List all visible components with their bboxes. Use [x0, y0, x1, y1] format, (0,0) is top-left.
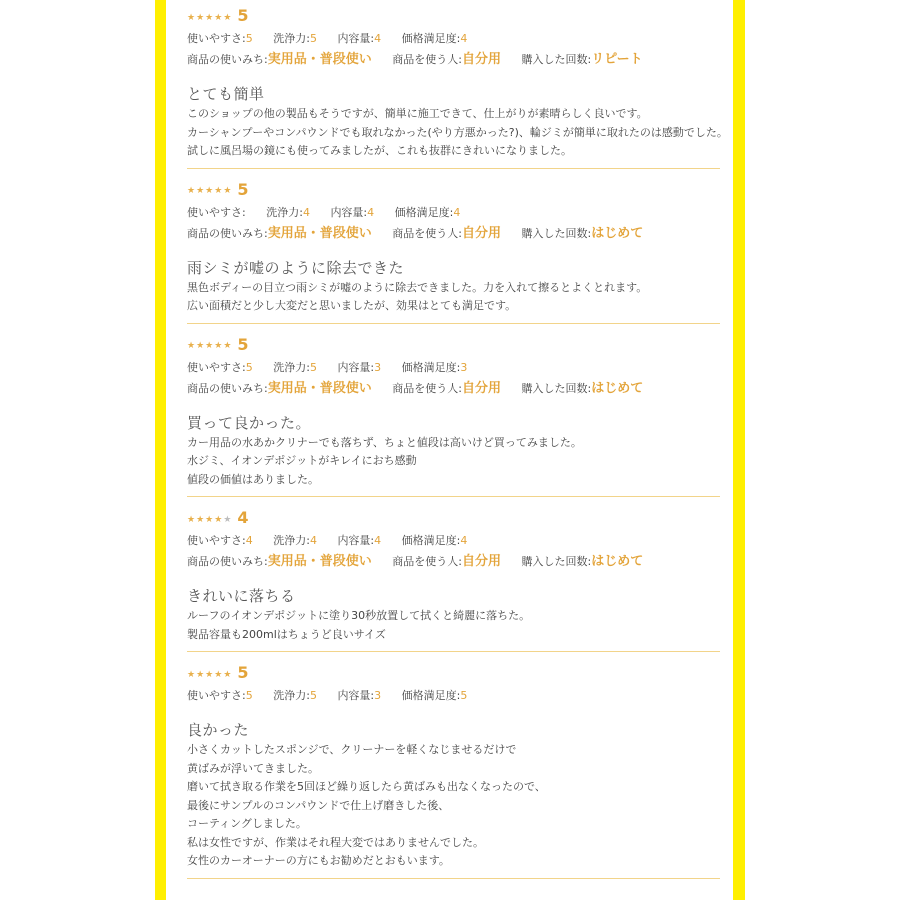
star-icon: ★ — [205, 341, 214, 351]
rating-score: 5 — [237, 334, 249, 354]
star-icon: ★ — [205, 12, 214, 23]
review-body: このショップの他の製品もそうですが、簡単に施工できて、仕上がりが素晴らしく良いです。 カーシャンプーやコンパウンドでも取れなかった(やり方悪かった?)、輪ジミが簡単に取れたのは感動でした。 試しに風呂場の鏡にも使ってみましたが、これも抜群にきれいになりました。 — [187, 107, 728, 157]
purchase-detail: 商品の使いみち:実用品・普段使い 商品を使う人:自分用 購入した回数:はじめて — [187, 554, 644, 569]
rating-score: 5 — [237, 6, 249, 25]
star-icon: ★ — [223, 669, 232, 680]
review-title: 買って良かった。 — [187, 413, 312, 432]
review-title: きれいに落ちる — [187, 587, 296, 605]
star-icon: ★ — [223, 514, 232, 525]
rating-score: 4 — [237, 508, 249, 527]
review-panel — [166, 0, 733, 900]
rating-row — [187, 661, 720, 685]
star-icon: ★ — [196, 341, 205, 351]
review-list — [187, 0, 728, 888]
star-icon: ★ — [223, 341, 232, 351]
review-item — [187, 661, 720, 879]
star-icon: ★ — [214, 186, 223, 196]
purchase-detail: 商品の使いみち:実用品・普段使い 商品を使う人:自分用 購入した回数:リピート — [187, 52, 643, 67]
star-icon: ★ — [223, 186, 232, 196]
ratings-detail: 使いやすさ:5 洗浄力:5 内容量:4 価格満足度:4 — [187, 32, 468, 45]
star-icon: ★ — [214, 12, 223, 23]
star-icon: ★ — [187, 514, 196, 525]
star-icon: ★ — [223, 12, 232, 23]
star-rating — [187, 671, 231, 680]
review-item — [187, 333, 720, 498]
star-icon: ★ — [187, 186, 196, 196]
star-icon: ★ — [187, 341, 196, 351]
review-body: ルーフのイオンデポジットに塗り30秒放置して拭くと綺麗に落ちた。 製品容量も200mlはちょうど良いサイズ — [187, 609, 531, 641]
star-rating — [187, 14, 231, 23]
star-icon: ★ — [196, 12, 205, 23]
rating-row — [187, 178, 720, 202]
purchase-detail: 商品の使いみち:実用品・普段使い 商品を使う人:自分用 購入した回数:はじめて — [187, 225, 644, 241]
star-icon: ★ — [214, 514, 223, 525]
review-body: 黒色ボディーの目立つ雨シミが嘘のように除去できました。力を入れて擦るとよくとれます。 広い面積だと少し大変だと思いましたが、効果はとても満足です。 — [187, 280, 648, 312]
ratings-detail: 使いやすさ:5 洗浄力:5 内容量:3 価格満足度:3 — [187, 360, 468, 374]
star-rating — [187, 342, 231, 351]
rating-score: 5 — [237, 663, 249, 682]
star-icon: ★ — [187, 12, 196, 23]
star-icon: ★ — [205, 514, 214, 525]
review-item — [187, 178, 720, 324]
star-icon: ★ — [205, 669, 214, 680]
rating-row — [187, 333, 720, 357]
star-icon: ★ — [187, 669, 196, 680]
rating-row — [187, 506, 720, 530]
review-body: 小さくカットしたスポンジで、クリーナーを軽くなじませるだけで 黄ばみが浮いてきました。 磨いて拭き取る作業を5回ほど繰り返したら黄ばみも出なくなったので、 最後にサンプルのコンパウンドで仕上げ磨きした後、 コーティングしました。 私は女性ですが、作業はそれ程大変ではありませんでした。 女性のカーオーナーの方にもお勧めだとおもいます。 — [187, 743, 546, 867]
star-icon: ★ — [214, 669, 223, 680]
star-icon: ★ — [196, 514, 205, 525]
star-icon: ★ — [196, 669, 205, 680]
review-title: 良かった — [187, 721, 250, 739]
star-rating — [187, 516, 231, 525]
review-title: 雨シミが嘘のように除去できた — [187, 258, 405, 277]
star-icon: ★ — [196, 186, 205, 196]
star-icon: ★ — [214, 341, 223, 351]
purchase-detail: 商品の使いみち:実用品・普段使い 商品を使う人:自分用 購入した回数:はじめて — [187, 380, 644, 396]
ratings-detail: 使いやすさ:5 洗浄力:5 内容量:3 価格満足度:5 — [187, 689, 468, 702]
review-body: カー用品の水あかクリナーでも落ちず、ちょと値段は高いけど買ってみました。 水ジミ、イオンデポジットがキレイにおち感動 値段の価値はありました。 — [187, 435, 582, 486]
rating-row — [187, 4, 720, 28]
review-title: とても簡単 — [187, 85, 265, 103]
star-rating — [187, 187, 231, 196]
star-icon: ★ — [205, 186, 214, 196]
ratings-detail: 使いやすさ:4 洗浄力:4 内容量:4 価格満足度:4 — [187, 534, 468, 547]
rating-score: 5 — [237, 179, 249, 199]
ratings-detail: 使いやすさ: 洗浄力:4 内容量:4 価格満足度:4 — [187, 205, 461, 219]
review-item — [187, 506, 720, 652]
review-item — [187, 4, 728, 169]
